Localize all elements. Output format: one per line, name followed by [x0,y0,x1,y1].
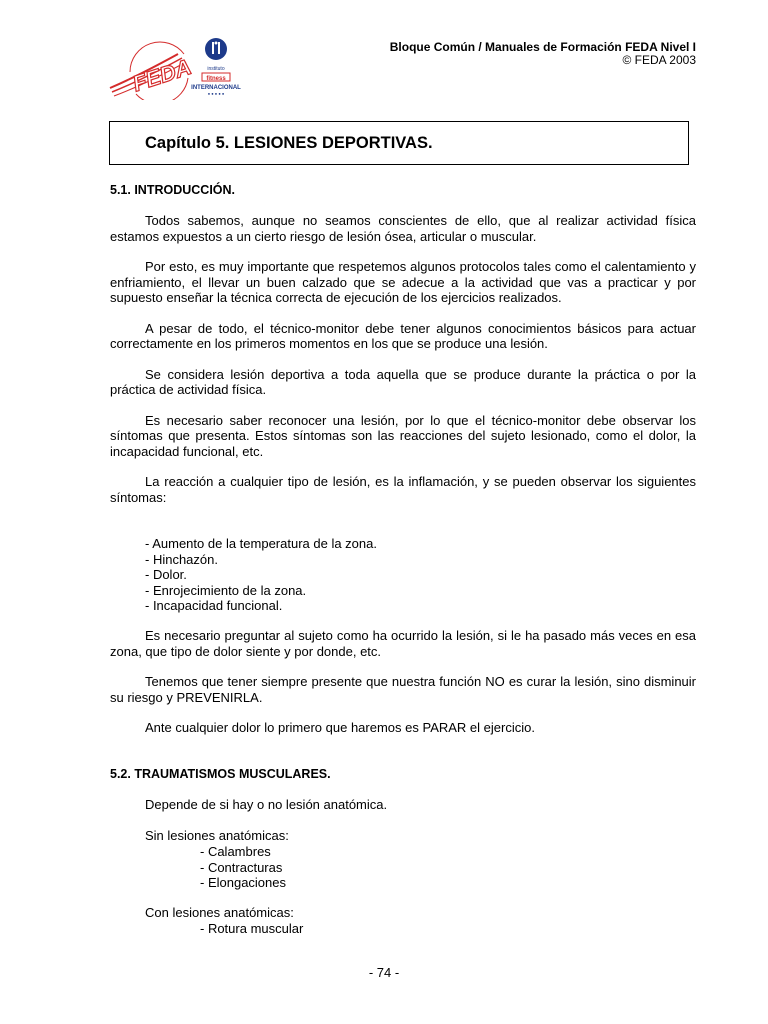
page-number: - 74 - [368,965,400,980]
symptoms-list [145,536,377,614]
list-item: - Calambres [200,844,271,859]
svg-text:instituto: instituto [207,66,225,72]
section1-body-2 [110,628,696,736]
paragraph: La reacción a cualquier tipo de lesión, es la inflamación, y se pueden observar los siguientes síntomas: [110,474,696,505]
feda-logo [108,36,248,100]
svg-text:fitness: fitness [206,76,226,82]
header-line1: Bloque Común / Manuales de Formación FEDA Nivel I [389,40,696,54]
paragraph: Por esto, es muy importante que respetemos algunos protocolos tales como el calentamiento y enfriamiento, el llevar un buen calzado que se adecue a la actividad que vas a practicar y por supuesto enseñar la técnica correcta de ejecución de los ejercicios realizados. [110,259,696,305]
paragraph: Es necesario preguntar al sujeto como ha ocurrido la lesión, si le ha pasado más veces en esa zona, que tipo de dolor siente y por donde, etc. [110,628,696,659]
list-item: - Rotura muscular [200,921,304,936]
section2-intro: Depende de si hay o no lesión anatómica. [145,797,388,812]
paragraph: Todos sabemos, aunque no seamos conscientes de ello, que al realizar actividad física estamos expuestos a un cierto riesgo de lesión ósea, articular o muscular. [110,213,696,244]
emblem-circle [205,38,227,60]
section1-heading: 5.1. INTRODUCCIÓN. [110,183,236,197]
list-item: - Dolor. [145,567,187,582]
svg-text:● ● ● ● ●: ● ● ● ● ● [207,91,225,96]
page-header [390,41,696,67]
list-item: - Aumento de la temperatura de la zona. [145,536,377,551]
with-lesions-label: Con lesiones anatómicas: [145,905,294,920]
chapter-title: Capítulo 5. LESIONES DEPORTIVAS. [145,134,433,152]
without-lesions-label: Sin lesiones anatómicas: [145,828,289,843]
paragraph: Se considera lesión deportiva a toda aquella que se produce durante la práctica o por la práctica de actividad física. [110,366,696,397]
list-item: - Enrojecimiento de la zona. [145,582,307,598]
header-line2: © FEDA 2003 [622,53,696,67]
feda-logo-text: FEDA [129,54,195,97]
section1-body [110,213,696,505]
paragraph: Tenemos que tener siempre presente que nuestra función NO es curar la lesión, sino disminuir su riesgo y PREVENIRLA. [110,674,696,705]
with-lesions-list [200,921,303,937]
chapter-title-box [109,121,689,165]
without-lesions-list [200,844,286,891]
paragraph: Ante cualquier dolor lo primero que haremos es PARAR el ejercicio. [145,720,535,735]
paragraph: A pesar de todo, el técnico-monitor debe tener algunos conocimientos básicos para actuar correctamente en los primeros momentos en los que se produce una lesión. [110,320,696,351]
feda-logo-graphic [108,36,248,100]
list-item: - Contracturas [200,859,283,875]
paragraph: Es necesario saber reconocer una lesión, por lo que el técnico-monitor debe observar los síntomas que presenta. Estos síntomas son las reacciones del sujeto lesionado, como el dolor, la incapacidad funcional, etc. [110,412,696,459]
list-item: - Elongaciones [200,875,286,890]
partner-text: INTERNACIONAL [191,85,241,91]
section2-heading: 5.2. TRAUMATISMOS MUSCULARES. [110,767,331,781]
list-item: - Hinchazón. [145,551,218,567]
list-item: - Incapacidad funcional. [145,598,283,613]
